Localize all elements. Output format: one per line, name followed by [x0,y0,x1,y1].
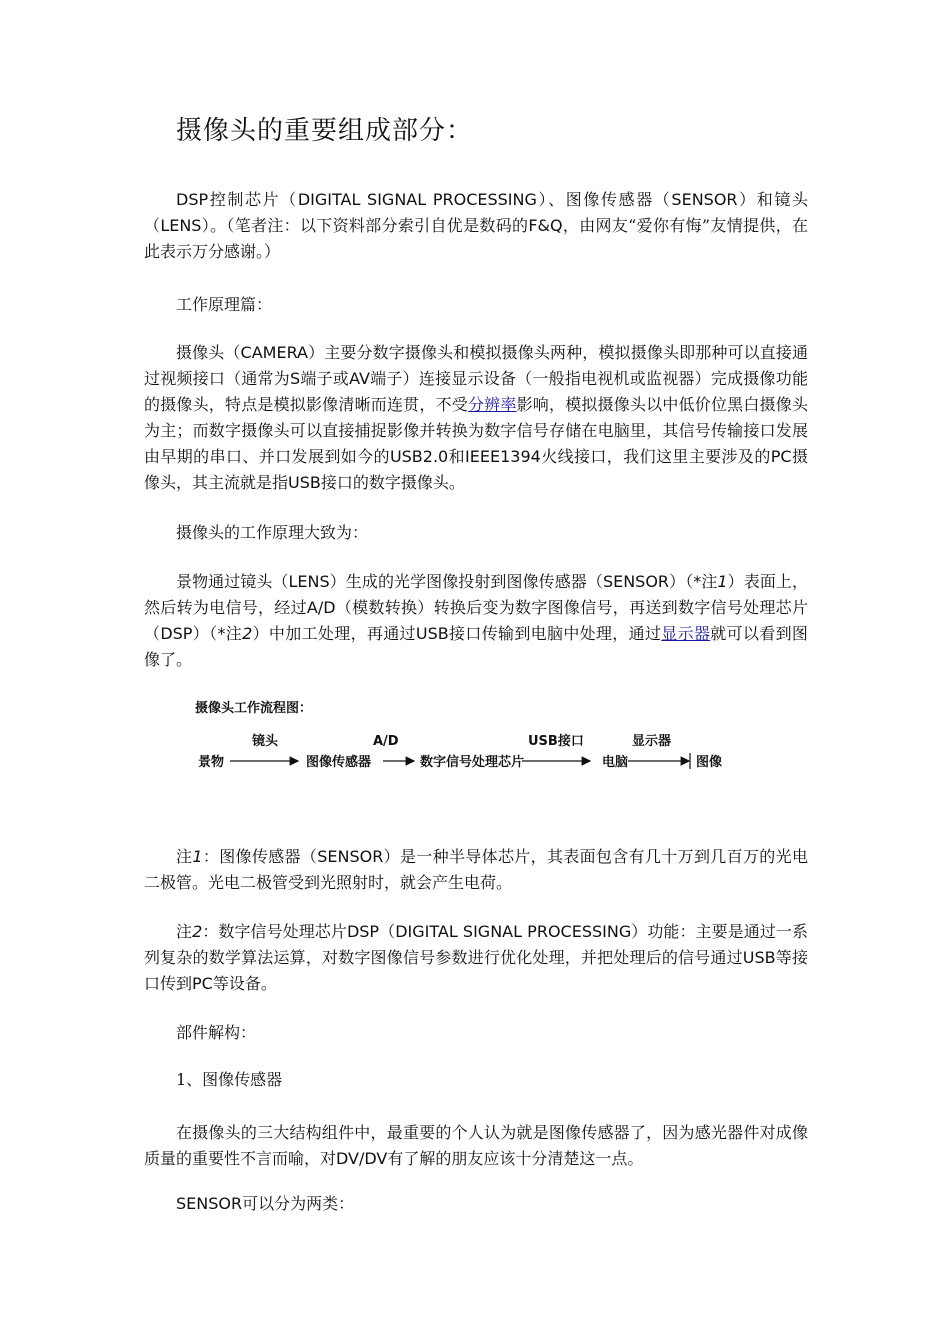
intro-text-4: ）。（笔者注：以下资料部分索引自优是数码的 [201,216,529,235]
note2-text-5: 等设备。 [212,974,277,993]
camera-text-7: 火线接口，我们这里主要涉及的 [540,447,771,466]
note2-text-1: ：数字信号处理芯片 [202,922,347,941]
flow-node-scene: 景物 [198,755,225,770]
note2-text-4: 等接口传到 [144,948,808,993]
process-text-3: ）（ [669,572,694,591]
note2-usb: USB [742,948,776,967]
camera-text-3: 端子或 [300,369,350,388]
camera-text-4: 端子）连接显示设备（一般指电视机或监视器）完成摄像功能的摄像头，特点是模拟影像清晰而连贯，不受 [144,369,808,414]
page-title: 摄像头的重要组成部分： [176,116,474,146]
process-text-5: （模数转换）转换后变为数字图像信号，再送到数字信号处理芯片（ [144,598,808,643]
sensor-dvdv: DV/DV [336,1149,388,1168]
intro-dsp-full: DIGITAL SIGNAL PROCESSING [297,190,537,209]
note1-sensor: SENSOR [317,847,384,866]
intro-fq: F&Q [528,216,563,235]
camera-paragraph [144,340,808,496]
camera-text-1: 摄像头（ [176,343,241,362]
camera-term: CAMERA [240,343,308,362]
flow-label-monitor: 显示器 [632,734,672,749]
flow-node-image: 图像 [696,755,723,770]
process-dsp: DSP [160,624,193,643]
intro-text-3: ）和镜头（ [144,190,808,235]
process-text-9: 就可以看到图像了。 [144,624,808,669]
note1-paragraph [144,844,808,896]
sensor-types-line [176,1191,354,1217]
heading-parts: 部件解构： [176,1023,257,1042]
flow-diagram-title: 摄像头工作流程图： [195,701,313,716]
intro-lens: LENS [160,216,202,235]
process-text-1: 景物通过镜头（ [176,572,289,591]
camera-ieee: IEEE1394 [465,447,541,466]
process-ad: A/D [306,598,336,617]
camera-usb20: USB2.0 [389,447,449,466]
intro-paragraph [144,187,808,265]
process-lens: LENS [288,572,330,591]
note1-text-1: ：图像传感器（ [202,847,318,866]
heading-process: 摄像头的工作原理大致为： [176,523,369,542]
intro-dsp: DSP [176,190,209,209]
process-text-4: ）表面上，然后转为电信号，经过 [144,572,808,617]
process-sensor: SENSOR [602,572,670,591]
note2-text-2: （ [379,922,396,941]
note2-pc: PC [192,974,213,993]
note2-num: 2 [192,922,203,941]
intro-text-2: ）、图像传感器（ [536,190,672,209]
process-star-2: * [217,624,226,643]
camera-text-2: ）主要分数字摄像头和模拟摄像头两种，模拟摄像头即那种可以直接通过视频接口（通常为 [144,343,808,388]
process-text-7: ）中加工处理，再通过 [252,624,416,643]
flow-node-pc: 电脑 [602,755,629,770]
process-note-2: 注 [225,624,243,643]
intro-text-1: 控制芯片（ [208,190,298,209]
sensor-types-text: 可以分为两类： [242,1194,355,1213]
flow-node-dsp: 数字信号处理芯片 [420,755,525,770]
camera-text-6: 和 [448,447,466,466]
note2-paragraph [144,919,808,997]
resolution-link[interactable]: 分辨率 [467,395,517,414]
flow-node-sensor: 图像传感器 [306,755,372,770]
process-paragraph [144,569,808,673]
process-text-2: ）生成的光学图像投射到图像传感器（ [329,572,603,591]
note2-dsp-full: DIGITAL SIGNAL PROCESSING [395,922,632,941]
process-note-num-2: 2 [242,624,253,643]
process-star-1: * [693,572,702,591]
note1-label: 注 [176,847,193,866]
camera-pc: PC [770,447,792,466]
flow-label-ad: A/D [373,734,399,749]
heading-principle: 工作原理篇： [176,295,273,314]
heading-sensor: 1、图像传感器 [176,1070,283,1089]
sensor-paragraph [144,1120,808,1172]
camera-text-5: 影响，模拟摄像头以中低价位黑白摄像头为主；而数字摄像头可以直接捕捉影像并转换为数字信号存储在电脑里，其信号传输接口发展由早期的串口、并口发展到如今的 [144,395,808,466]
camera-s: S [290,369,301,388]
process-note-1: 注 [701,572,718,591]
note1-text-2: ）是一种半导体芯片，其表面包含有几十万到几百万的光电二极管。光电二极管受到光照射时，就会产生电荷。 [144,847,808,892]
camera-text-8: 摄像头，其主流就是指 [144,447,808,492]
process-text-8: 接口传输到电脑中处理，通过 [448,624,662,643]
note1-num: 1 [192,847,203,866]
intro-sensor: SENSOR [671,190,738,209]
intro-text-5: ，由网友“爱你有悔”友情提供，在此表示万分感谢。） [144,216,808,261]
camera-text-9: 接口的数字摄像头。 [320,473,465,492]
monitor-link[interactable]: 显示器 [661,624,711,643]
camera-av: AV [349,369,370,388]
note2-text-3: ）功能：主要是通过一系列复杂的数学算法运算，对数字图像信号参数进行优化处理，并把处理后的信号通过 [144,922,808,967]
sensor-text-2: 有了解的朋友应该十分清楚这一点。 [387,1149,644,1168]
note2-dsp: DSP [346,922,380,941]
flow-label-usb: USB接口 [528,734,584,749]
sensor-types-term: SENSOR [176,1194,243,1213]
note2-label: 注 [176,922,193,941]
process-text-6: ）（ [192,624,218,643]
flow-diagram [180,724,740,784]
camera-usb: USB [288,473,321,492]
flow-label-lens: 镜头 [252,734,279,749]
sensor-text-1: 在摄像头的三大结构组件中，最重要的个人认为就是图像传感器了，因为感光器件对成像质量的重要性不言而喻，对 [144,1123,808,1168]
process-note-num-1: 1 [717,572,728,591]
process-usb: USB [415,624,449,643]
